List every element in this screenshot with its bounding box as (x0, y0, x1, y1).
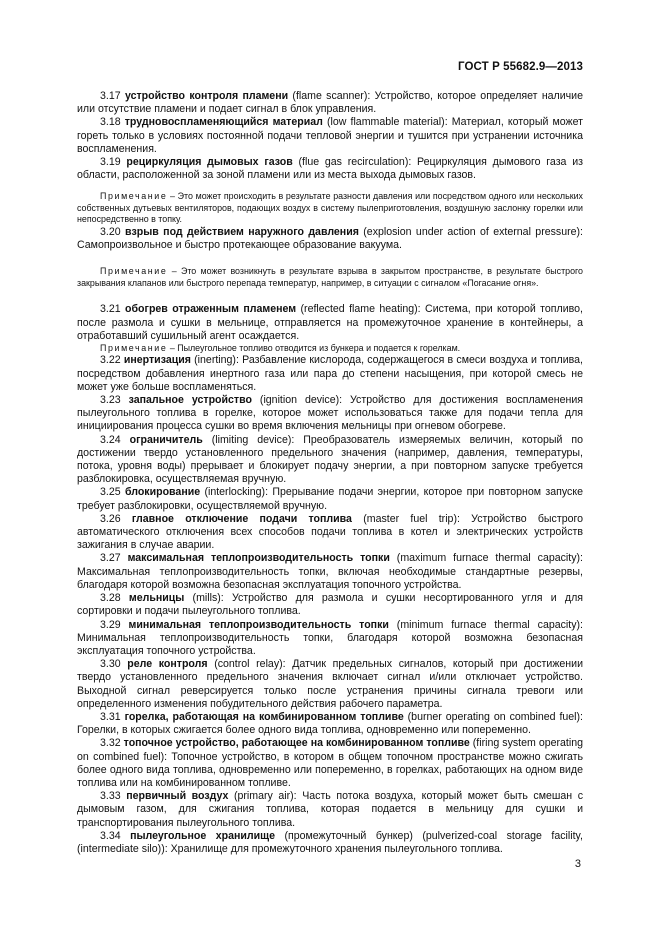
entry-3-32: 3.32 топочное устройство, работающее на комбинированном топливе (firing system operating on combined fuel): Топочное устройство, в котором в общем топочном пространстве можно сжигать более одного вида топлива, одновременно или попеременно, в горелках, работающих на одном виде топлива или на комбинированном топливе. (77, 737, 584, 789)
term: пылеугольное хранилище (130, 829, 275, 842)
term: максимальная теплопроизводительность топки (127, 552, 390, 565)
term: горелка, работающая на комбинированном топливе (124, 710, 404, 723)
document-id: ГОСТ Р 55682.9—2013 (458, 61, 583, 73)
entry-3-26: 3.26 главное отключение подачи топлива (master fuel trip): Устройство быстрого автоматического отключения всех способов подачи топлива в котел и электрических устройств зажигания в случае аварии. (77, 512, 583, 552)
document-body (77, 90, 583, 856)
entry-3-24: 3.24 ограничитель (limiting device): Преобразователь измеряемых величин, который по достижении твердо установленного предельного значения (например, давления, температуры, потока, уровня воды) прерывает и блокирует подачу энергии, а при повторном запуске требуется разблокировка, осуществляемая вручную. (77, 433, 583, 486)
note-3: Примечание – Пылеугольное топливо отводится из бункера и подается к горелкам. (100, 342, 461, 353)
term: взрыв под действием наружного давления (125, 225, 359, 238)
entry-3-28: 3.28 мельницы (mills): Устройство для размола и сушки несортированного угля и для сортировки и подачи пылеугольного топлива. (77, 592, 583, 618)
term: первичный воздух (126, 790, 229, 803)
term: устройство контроля пламени (124, 90, 289, 102)
entry-3-19: 3.19 рециркуляция дымовых газов (flue gas recirculation): Рециркуляция дымового газа из области, расположенной за зоной пламени или из места выхода дымовых газов. (77, 156, 583, 182)
entry-3-27: 3.27 максимальная теплопроизводительность топки (maximum furnace thermal capacity): Максимальная теплопроизводительность топки, включая необходимые стандартные резервы, благодаря которой возможна безопасная эксплуатация топочного устройства. (77, 552, 583, 591)
term: обогрев отраженным пламенем (125, 303, 297, 316)
term: минимальная теплопроизводительность топки (128, 618, 389, 631)
entry-3-23: 3.23 запальное устройство (ignition device): Устройство для достижения воспламенения пылеугольного топлива в горелке, которое может использоваться также для подачи тепла для инициирования процесса сушки во время включения мельницы при огневом обогреве. (77, 394, 583, 433)
term: инертизация (123, 354, 191, 367)
term: трудновоспламеняющийся материал (124, 116, 323, 129)
note-1: Примечание – Это может происходить в результате разности давления или посредством одного или нескольких собственных дутьевых вентиляторов, подающих воздух в систему пылеприготовления, воздушную заслонку горелки или непосредственно в топку. (77, 191, 583, 225)
term: ограничитель (129, 433, 203, 446)
entry-3-29: 3.29 минимальная теплопроизводительность топки (minimum furnace thermal capacity): Минимальная теплопроизводительность топки, благодаря которой возможна безопасная эксплуатация топочного устройства. (77, 618, 583, 657)
entry-3-21: 3.21 обогрев отраженным пламенем (reflected flame heating): Система, при которой топливо, после размола и сушки в мельнице, отправляется на промежуточное хранение в контейнеры, а отработавший сушильный агент осаждается. (77, 303, 583, 342)
term: топочное устройство, работающее на комбинированном топливе (123, 737, 470, 750)
term: запальное устройство (128, 394, 252, 407)
term: реле контроля (127, 658, 208, 671)
entry-3-33: 3.33 первичный воздух (primary air): Часть потока воздуха, который может быть смешан с дымовым газом, для сжигания топлива, которая подается в мельницу для сушки и транспортирования пылеугольного топлива. (77, 790, 584, 829)
note-label: Примечание (100, 266, 168, 277)
entry-3-34: 3.34 пылеугольное хранилище (промежуточный бункер) (pulverized-coal storage facility, (intermediate silo)): Хранилище для промежуточного хранения пылеугольного топлива. (77, 829, 583, 855)
note-label: Примечание (100, 191, 168, 202)
term: мельницы (128, 592, 185, 605)
entry-3-31: 3.31 горелка, работающая на комбинированном топливе (burner operating on combined fuel): Горелки, в которых сжигается более одного вида топлива, одновременно или попеременно. (77, 710, 583, 737)
entry-3-18: 3.18 трудновоспламеняющийся материал (low flammable material): Материал, который может гореть только в условиях постоянной подачи тепловой энергии и тушится при устранении источника воспламенения. (77, 116, 583, 155)
term: рециркуляция дымовых газов (126, 156, 293, 169)
entry-3-25: 3.25 блокирование (interlocking): Прерывание подачи энергии, которое при повторном запуске требует разблокировки, осуществляемой вручную. (77, 486, 583, 512)
page-number: 3 (574, 858, 581, 870)
entry-3-17: 3.17 устройство контроля пламени (flame scanner): Устройство, которое определяет наличие или отсутствие пламени и подает сигнал в блок управления. (77, 90, 583, 116)
note-2: Примечание – Это может возникнуть в результате взрыва в закрытом пространстве, в результате быстрого закрывания клапанов или быстрого перепада температур, например, в ситуации с сигналом «Погасание огня». (77, 266, 583, 288)
entry-3-22: 3.22 инертизация (inerting): Разбавление кислорода, содержащегося в смеси воздуха и топлива, посредством добавления инертного газа или пара до степени насыщения, при которой смесь не может уже больше воспламеняться. (77, 354, 583, 393)
term: блокирование (124, 486, 201, 499)
entry-3-20: 3.20 взрыв под действием наружного давления (explosion under action of external pressure): Самопроизвольное и быстро протекающее образование вакуума. (77, 225, 583, 252)
entry-3-30: 3.30 реле контроля (control relay): Датчик предельных сигналов, который при достижении твердо установленного предельного значения включает сигнал и/или отключает устройство. Выходной сигнал реверсируется только после устранения причины сигнала тревоги или определенного изменения побудительного действия рабочего параметра. (77, 658, 583, 710)
term: главное отключение подачи топлива (131, 512, 352, 525)
note-label: Примечание (100, 342, 168, 353)
